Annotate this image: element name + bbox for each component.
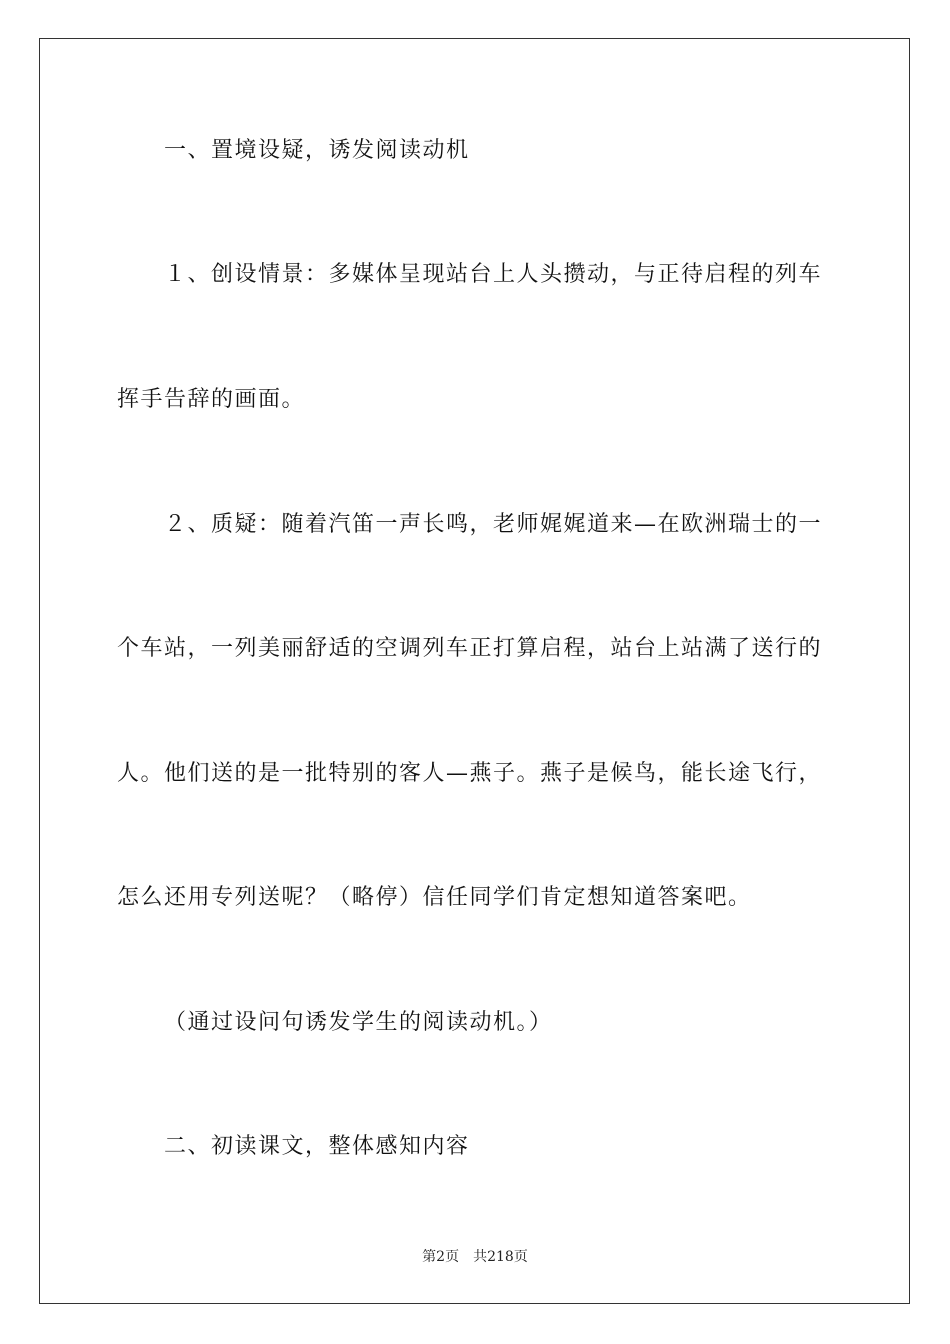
page-border bbox=[39, 38, 910, 1304]
paragraph-line: 个车站，一列美丽舒适的空调列车正打算启程，站台上站满了送行的 bbox=[117, 636, 823, 661]
page-footer bbox=[0, 1248, 950, 1266]
paragraph-line: ２、质疑：随着汽笛一声长鸣，老师娓娓道来—在欧洲瑞士的一 bbox=[164, 512, 823, 537]
page-number: 第2页 bbox=[422, 1249, 460, 1265]
section-heading-1: 一、置境设疑，诱发阅读动机 bbox=[164, 138, 470, 163]
paragraph-note: （通过设问句诱发学生的阅读动机。） bbox=[164, 1010, 553, 1035]
paragraph-line: １、创设情景：多媒体呈现站台上人头攒动，与正待启程的列车 bbox=[164, 262, 823, 287]
page-total: 共218页 bbox=[473, 1249, 528, 1265]
paragraph-line: 怎么还用专列送呢？（略停）信任同学们肯定想知道答案吧。 bbox=[117, 885, 752, 910]
section-heading-2: 二、初读课文，整体感知内容 bbox=[164, 1134, 470, 1159]
paragraph-line: 挥手告辞的画面。 bbox=[117, 387, 306, 412]
paragraph-line: 人。他们送的是一批特别的客人—燕子。燕子是候鸟，能长途飞行， bbox=[117, 761, 823, 786]
